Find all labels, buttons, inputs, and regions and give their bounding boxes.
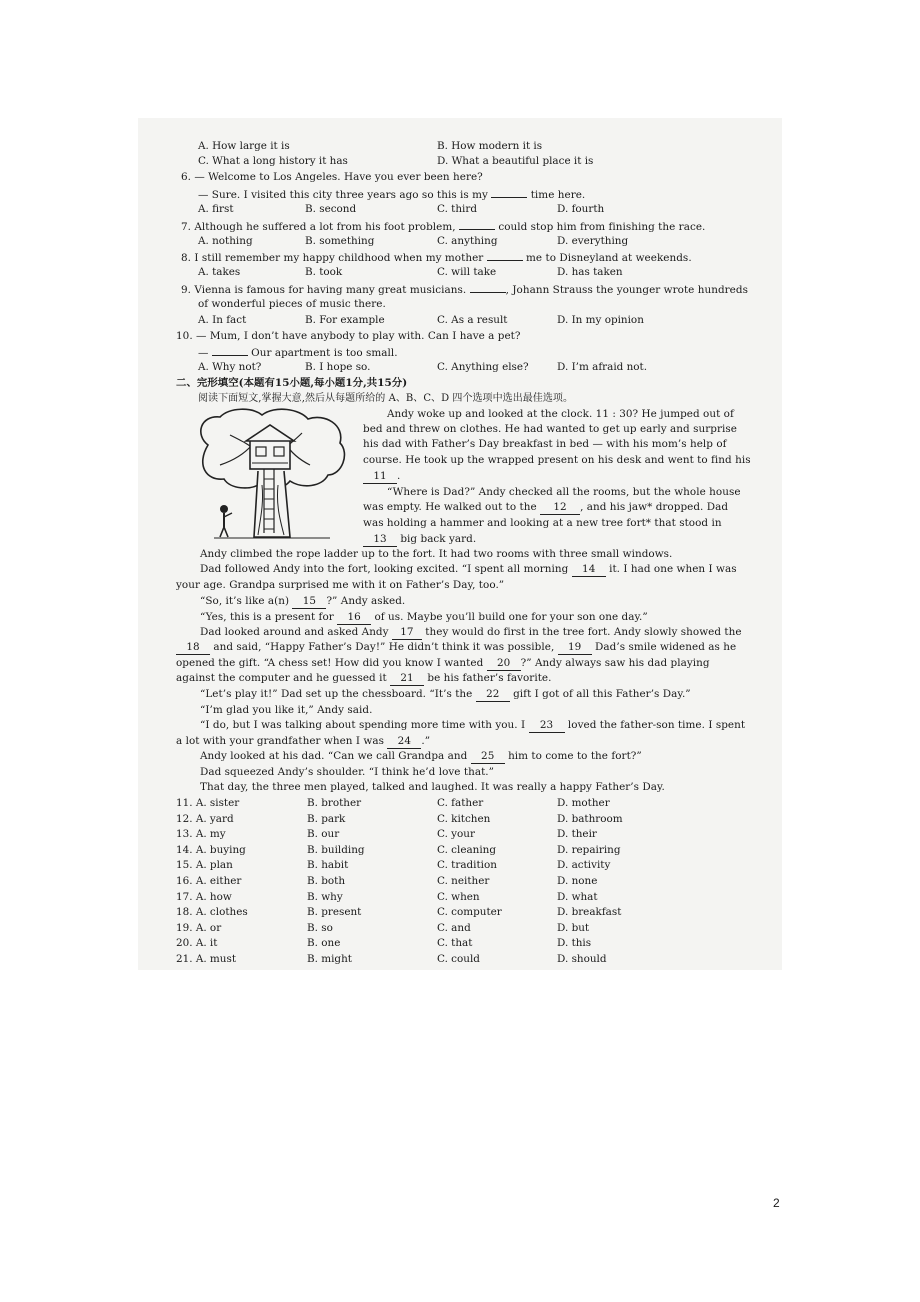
choice-b: B. present bbox=[307, 906, 362, 918]
passage-line: your age. Grandpa surprised me with it on Father’s Day, too.” bbox=[176, 579, 505, 591]
choice-a: 16. A. either bbox=[176, 875, 242, 887]
blank-24: 24 bbox=[387, 735, 421, 749]
blank-16: 16 bbox=[337, 611, 371, 625]
passage-line: Andy woke up and looked at the clock. 11 : 30? He jumped out of bbox=[387, 408, 734, 420]
choice-b: B. both bbox=[307, 875, 346, 887]
page-number: 2 bbox=[773, 1196, 780, 1210]
choice-a: 20. A. it bbox=[176, 937, 218, 949]
q7-option-b: B. something bbox=[305, 235, 375, 247]
blank-19: 19 bbox=[558, 641, 592, 655]
q8-option-d: D. has taken bbox=[557, 266, 623, 278]
q7-option-a: A. nothing bbox=[198, 235, 253, 247]
q10-option-a: A. Why not? bbox=[198, 361, 262, 373]
passage-line: was holding a hammer and looking at a new tree fort* that stood in bbox=[363, 517, 722, 529]
choice-b: B. so bbox=[307, 922, 333, 934]
blank-20: 20 bbox=[487, 657, 521, 671]
choice-c: C. neither bbox=[437, 875, 490, 887]
choice-a: 13. A. my bbox=[176, 828, 226, 840]
choice-b: B. one bbox=[307, 937, 341, 949]
choice-c: C. that bbox=[437, 937, 473, 949]
q7-option-c: C. anything bbox=[437, 235, 498, 247]
passage-line: Dad looked around and asked Andy 17 they would do first in the tree fort. Andy slowly showed the bbox=[200, 626, 742, 638]
choice-c: C. kitchen bbox=[437, 813, 491, 825]
blank-15: 15 bbox=[292, 595, 326, 609]
choice-d: D. activity bbox=[557, 859, 611, 871]
blank-12: 12 bbox=[540, 501, 580, 515]
q10-option-b: B. I hope so. bbox=[305, 361, 371, 373]
q9-option-c: C. As a result bbox=[437, 314, 508, 326]
choice-c: C. could bbox=[437, 953, 480, 965]
choice-d: D. breakfast bbox=[557, 906, 622, 918]
q9-stem-2: of wonderful pieces of music there. bbox=[198, 298, 386, 310]
blank-18: 18 bbox=[176, 641, 210, 655]
choice-d: D. but bbox=[557, 922, 590, 934]
choice-a: 21. A. must bbox=[176, 953, 236, 965]
blank-25: 25 bbox=[471, 750, 505, 764]
q5-option-c: C. What a long history it has bbox=[198, 155, 348, 167]
q6-stem: 6. — Welcome to Los Angeles. Have you ever been here? bbox=[181, 171, 483, 183]
blank-17: 17 bbox=[392, 626, 422, 640]
q5-option-d: D. What a beautiful place it is bbox=[437, 155, 594, 167]
choice-d: D. should bbox=[557, 953, 607, 965]
q8-stem: 8. I still remember my happy childhood when my mother me to Disneyland at weekends. bbox=[181, 252, 692, 264]
choice-c: C. and bbox=[437, 922, 471, 934]
blank-11: 11 bbox=[363, 470, 397, 484]
passage-line: bed and threw on clothes. He had wanted to get up early and surprise bbox=[363, 423, 737, 435]
passage-line: against the computer and he guessed it 21 be his father’s favorite. bbox=[176, 672, 552, 684]
q6-stem-2: — Sure. I visited this city three years ago so this is my time here. bbox=[198, 189, 586, 201]
choice-d: D. none bbox=[557, 875, 598, 887]
choice-a: 11. A. sister bbox=[176, 797, 240, 809]
choice-a: 19. A. or bbox=[176, 922, 222, 934]
choice-d: D. what bbox=[557, 891, 598, 903]
q5-option-a: A. How large it is bbox=[198, 140, 290, 152]
passage-line: “So, it’s like a(n) 15 ?” Andy asked. bbox=[200, 595, 406, 607]
section-heading: 二、完形填空(本题有15小题,每小题1分,共15分) bbox=[176, 377, 408, 389]
q6-option-d: D. fourth bbox=[557, 203, 605, 215]
q9-option-a: A. In fact bbox=[198, 314, 247, 326]
blank-14: 14 bbox=[572, 563, 606, 577]
q7-option-d: D. everything bbox=[557, 235, 629, 247]
blank-23: 23 bbox=[529, 719, 565, 733]
choice-d: D. bathroom bbox=[557, 813, 623, 825]
passage-line: his dad with Father’s Day breakfast in bed — with his mom’s help of bbox=[363, 438, 727, 450]
choice-c: C. computer bbox=[437, 906, 502, 918]
passage-line: opened the gift. “A chess set! How did you know I wanted 20 ?” Andy always saw his dad playing bbox=[176, 657, 710, 669]
choice-b: B. park bbox=[307, 813, 346, 825]
q10-option-d: D. I’m afraid not. bbox=[557, 361, 648, 373]
choice-a: 14. A. buying bbox=[176, 844, 246, 856]
q8-option-a: A. takes bbox=[198, 266, 241, 278]
tree-fort-illustration bbox=[190, 405, 350, 543]
choice-b: B. our bbox=[307, 828, 340, 840]
q10-stem-2: — Our apartment is too small. bbox=[198, 347, 398, 359]
choice-a: 18. A. clothes bbox=[176, 906, 248, 918]
section-instruction: 阅读下面短文,掌握大意,然后从每题所给的 A、B、C、D 四个选项中选出最佳选项。 bbox=[198, 393, 574, 404]
passage-line: “I do, but I was talking about spending more time with you. I 23 loved the father-son time. I spent bbox=[200, 719, 746, 731]
blank-22: 22 bbox=[476, 688, 510, 702]
choice-a: 17. A. how bbox=[176, 891, 232, 903]
choice-b: B. might bbox=[307, 953, 352, 965]
q9-option-b: B. For example bbox=[305, 314, 385, 326]
choice-b: B. why bbox=[307, 891, 343, 903]
passage-line: “I’m glad you like it,” Andy said. bbox=[200, 704, 373, 716]
passage-line: “Let’s play it!” Dad set up the chessboard. “It’s the 22 gift I got of all this Father’s Day.” bbox=[200, 688, 691, 700]
blank-13: 13 bbox=[363, 533, 397, 547]
passage-line: was empty. He walked out to the 12 , and his jaw* dropped. Dad bbox=[363, 501, 729, 513]
passage-line: 13 big back yard. bbox=[363, 533, 476, 547]
choice-c: C. tradition bbox=[437, 859, 497, 871]
q10-stem: 10. — Mum, I don’t have anybody to play with. Can I have a pet? bbox=[176, 330, 521, 342]
choice-d: D. mother bbox=[557, 797, 610, 809]
choice-b: B. habit bbox=[307, 859, 349, 871]
passage-line: Dad squeezed Andy’s shoulder. “I think he’d love that.” bbox=[200, 766, 495, 778]
blank-21: 21 bbox=[390, 672, 424, 686]
choice-c: C. your bbox=[437, 828, 475, 840]
passage-line: 11 . bbox=[363, 470, 400, 484]
choice-d: D. their bbox=[557, 828, 597, 840]
q9-option-d: D. In my opinion bbox=[557, 314, 644, 326]
choice-c: C. father bbox=[437, 797, 484, 809]
passage-line: course. He took up the wrapped present on his desk and went to find his bbox=[363, 454, 751, 466]
passage-line: “Where is Dad?” Andy checked all the rooms, but the whole house bbox=[387, 486, 741, 498]
passage-line: “Yes, this is a present for 16 of us. Maybe you’ll build one for your son one day.” bbox=[200, 611, 648, 623]
q6-option-a: A. first bbox=[198, 203, 234, 215]
passage-line: Andy looked at his dad. “Can we call Grandpa and 25 him to come to the fort?” bbox=[200, 750, 642, 762]
q6-option-c: C. third bbox=[437, 203, 477, 215]
choice-a: 12. A. yard bbox=[176, 813, 234, 825]
choice-d: D. this bbox=[557, 937, 592, 949]
choice-b: B. brother bbox=[307, 797, 362, 809]
q5-option-b: B. How modern it is bbox=[437, 140, 543, 152]
passage-line: a lot with your grandfather when I was 24 .” bbox=[176, 735, 431, 747]
choice-c: C. when bbox=[437, 891, 480, 903]
q7-stem: 7. Although he suffered a lot from his foot problem, could stop him from finishing the race. bbox=[181, 221, 706, 233]
q6-option-b: B. second bbox=[305, 203, 357, 215]
passage-line: Dad followed Andy into the fort, looking excited. “I spent all morning 14 it. I had one when I was bbox=[200, 563, 737, 575]
choice-b: B. building bbox=[307, 844, 365, 856]
passage-line: Andy climbed the rope ladder up to the fort. It had two rooms with three small windows. bbox=[200, 548, 673, 560]
passage-line: That day, the three men played, talked and laughed. It was really a happy Father’s Day. bbox=[200, 781, 665, 793]
q8-option-c: C. will take bbox=[437, 266, 497, 278]
q10-option-c: C. Anything else? bbox=[437, 361, 529, 373]
choice-d: D. repairing bbox=[557, 844, 621, 856]
q9-stem: 9. Vienna is famous for having many great musicians. , Johann Strauss the younger wrote hundreds bbox=[181, 284, 748, 296]
choice-c: C. cleaning bbox=[437, 844, 497, 856]
q8-option-b: B. took bbox=[305, 266, 343, 278]
choice-a: 15. A. plan bbox=[176, 859, 233, 871]
passage-line: 18 and said, “Happy Father’s Day!” He didn’t think it was possible, 19 Dad’s smile widened as he bbox=[176, 641, 736, 655]
